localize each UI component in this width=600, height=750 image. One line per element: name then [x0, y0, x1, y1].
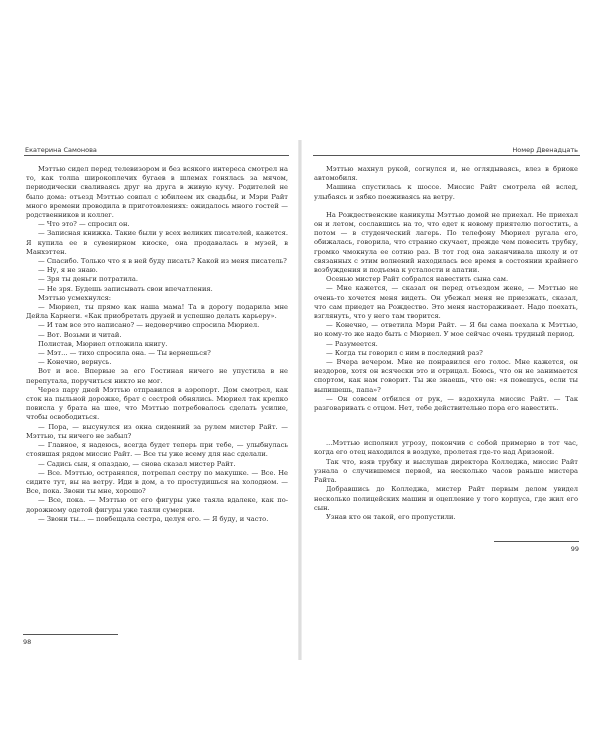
- paragraph: — Ну, я не знаю.: [38, 266, 98, 275]
- paragraph: — Главное, я надеюсь, всегда будет теперь при тебе, — улыбнулась стоявшая рядом миссис Райт. — Все ты уже всему для нас сделали.: [26, 441, 288, 459]
- paragraph: ...Мэттью исполнил угрозу, покончив с собой примерно в тот час, когда его отец находился в воздухе, пролетая где-то над Аризоной.: [314, 439, 578, 457]
- paragraph: — Спасибо. Только что я в ней буду писать? Какой из меня писатель?: [38, 257, 287, 266]
- right-running-head: Номер Двенадцать: [512, 146, 578, 154]
- paragraph: Полистав, Мюриел отложила книгу.: [38, 339, 168, 348]
- paragraph: — Мне кажется, — сказал он перед отъездом жене, — Мэттью не очень-то хочется меня видеть. Он убежал меня не приезжать, сказал, что сам приедет на Рождество. Это меня настораживает. Надо поехать, взглянуть, что у него там творится.: [314, 284, 578, 321]
- left-header-rule: [24, 155, 289, 156]
- left-footer-rule: [23, 634, 118, 635]
- paragraph: — Пора, — высунулся из окна сиденний за рулем мистер Райт. — Мэттью, ты ничего не забыл?: [26, 422, 288, 440]
- paragraph: — Не зря. Будешь записывать свои впечатления.: [38, 284, 213, 293]
- paragraph: Вот и все. Впервые за его Гостиная ничего не упустила в не перепутала, поручиться никто не мог.: [26, 367, 288, 385]
- paragraph: — Конечно, вернусь.: [38, 358, 112, 367]
- right-footer-rule: [494, 541, 579, 542]
- right-page: [301, 140, 590, 660]
- right-body-text: [314, 165, 578, 522]
- paragraph: — Все. Мэттью, остранялся, потрепал сестру по макушке. — Все. Не сидите тут, вы на ветру. Иди в дом, а то простудишься на холодном. — Все, пока. Звони ты мне, хорошо?: [26, 468, 288, 496]
- paragraph: — Разумеется.: [326, 339, 378, 348]
- paragraph: Мэттью усмехнулся:: [38, 293, 112, 302]
- paragraph: — Мюриел, ты прямо как наша мама! Та в дорогу подарила мне Дейла Карнеги. «Как приобретать друзей и успешно делать карьеру».: [26, 303, 288, 321]
- paragraph: — Вот. Возьми и читай.: [38, 330, 122, 339]
- left-running-head: Екатерина Самонова: [25, 146, 97, 154]
- right-header-rule: [313, 155, 580, 156]
- paragraph: — Звони ты... — повбещала сестра, целуя его. — Я буду, и часто.: [38, 514, 269, 523]
- paragraph: Машина спустилась к шоссе. Миссис Райт смотрела ей вслед, улыбаясь и зябко поеживаясь на ветру.: [314, 183, 578, 201]
- paragraph: — Конечно, — ответила Мэри Райт. — Я бы сама поехала к Мэттью, но кому-то же надо быть с Мюриел. У мое сейчас очень трудный период.: [314, 321, 578, 339]
- paragraph: Так что, взяв трубку и выслушав директора Колледжа, миссис Райт узнала о случившемся первой, на несколько часов раньше мистера Райта.: [314, 457, 578, 485]
- book-spread: [0, 140, 600, 660]
- paragraph: Узнав кто он такой, его пропустили.: [326, 512, 456, 521]
- paragraph: — Зря ты деньги потратила.: [38, 275, 138, 284]
- paragraph: — Когда ты говорил с ним в последний раз?: [326, 348, 483, 357]
- paragraph: — Садись сын, я опаздаю, — снова сказал мистер Райт.: [38, 459, 236, 468]
- paragraph: — Вчера вечером. Мне не понравился его голос. Мне кажется, он нездоров, хотя он всячески это и отрицал. Боюсь, что он не занимается спортом, как нам говорит. Ты же знаешь, что он: «я повешусь, если ты выпишешь, папа»?: [314, 358, 578, 394]
- paragraph: — Мэт... — тихо спросила она. — Ты вернешься?: [38, 349, 211, 358]
- paragraph: — Он совсем отбился от рук, — вздохнула миссис Райт. — Так разговаривать с отцом. Нет, тебе действительно пора его навестить.: [314, 394, 578, 413]
- left-body-text: [26, 165, 288, 524]
- paragraph: Осенью мистер Райт собрался навестить сына сам.: [326, 275, 509, 284]
- paragraph: Мэттью махнул рукой, согнулся и, не оглядываясь, влез в бриоке автомобиля.: [314, 165, 578, 183]
- paragraph: Мэттью сидел перед телевизором и без всякого интереса смотрел на то, как толпа широкоплечих бугаев в шлемах гонялась за мячом, периодически сваливаясь друг на друга в живую кучу. Родителей не было дома: отъезд Мэттью совпал с юбилеем их свадьбы, и Мэри Райт много времени проводила в приготовлениях: ожидалось много гостей — родственников и коллег.: [26, 165, 288, 220]
- paragraph: — Что это? — спросил он.: [38, 220, 130, 229]
- paragraph: Через пару дней Мэттью отправился в аэропорт. Дом смотрел, как сток на пыльной дорожке, брат с сестрой обнялись. Мюриел так крепко повисла у брата на шее, что Мэттью потребовалось сделать усилие, чтобы освободиться.: [26, 385, 288, 422]
- left-page-number: 98: [23, 638, 32, 646]
- paragraph: — Все, пока. — Мэттью от его фигуры уже таяла вдалеке, как по-дорожному одетой фигуры уже таяли сумерки.: [26, 496, 288, 514]
- paragraph: — И там все это написано? — недоверчиво спросила Мюриел.: [38, 321, 260, 330]
- right-page-number: 99: [570, 545, 579, 553]
- paragraph: Добравшись до Колледжа, мистер Райт первым делом увидел несколько полицейских машин и оцепление у того корпуса, где жил его сын.: [314, 485, 578, 512]
- paragraph: На Рождественские каникулы Мэттью домой не приехал. Не приехал он и летом, сославшись на то, что едет к новому приятелю погостить, а потом — в студенческий лагерь. По телефону Мюриел ругала его, обижалась, говорила, что странно скучает, прежде чем повесить трубку, громко чмокнула ее сотню раз. В тот год она заканчивала школу и от связанных с этим волнений находилась все время в состоянии крайнего возбуждения и подъема к усталости и апатии.: [314, 210, 578, 275]
- paragraph: — Записная книжка. Такие были у всех великих писателей, кажется. Я купила ее в сувенирном киоске, она продавалась в музей, в Манхэттен.: [26, 229, 288, 256]
- left-page: [10, 140, 300, 660]
